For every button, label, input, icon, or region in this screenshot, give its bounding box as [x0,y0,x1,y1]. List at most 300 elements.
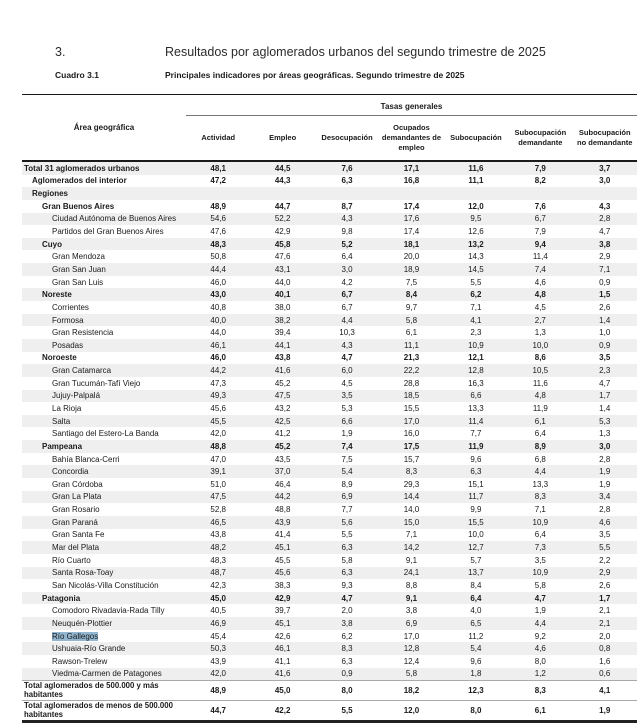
table-caption [22,70,643,80]
value-cell: 2,6 [599,302,611,312]
value-cell: 45,0 [210,593,226,603]
table-row [22,200,637,213]
row-label-text: Gran Santa Fe [52,530,105,540]
table-row [22,427,637,440]
value-cell: 8,4 [405,290,418,300]
value-cell: 6,2 [341,631,353,641]
value-cell: 2,8 [599,214,611,224]
value-cell: 48,9 [210,686,226,696]
value-cell: 12,7 [468,543,484,553]
value-cell: 6,4 [534,530,546,540]
value-cell: 6,4 [341,252,353,262]
value-cell: 6,7 [534,214,546,224]
row-label [22,467,186,476]
table-row [22,288,637,301]
value-cell: 7,6 [341,163,353,173]
table-row [22,440,637,453]
value-cell: 52,2 [274,214,291,224]
value-cell: 6,8 [534,454,546,464]
row-label-text: San Nicolás-Villa Constitución [52,580,159,590]
value-cell: 4,1 [470,315,482,325]
value-cell: 6,2 [470,290,482,300]
row-label [22,644,186,653]
table-row [22,213,637,226]
value-cell: 1,9 [341,429,353,439]
row-label-text: Concordia [52,467,89,477]
value-cell: 5,5 [341,706,353,716]
value-cell: 3,8 [341,618,353,628]
table-row [22,541,637,554]
value-cell: 21,3 [403,353,420,363]
value-cell: 22,2 [403,366,420,376]
row-label-text: Total aglomerados de menos de 500.000 habitantes [24,701,173,719]
table-row [22,529,637,542]
row-label-text: Ciudad Autónoma de Buenos Aires [52,214,177,224]
value-cell: 8,3 [534,686,546,696]
value-cell: 6,0 [341,366,353,376]
value-cell: 8,3 [405,467,418,477]
value-cell: 16,0 [403,429,420,439]
value-cell: 4,2 [341,277,353,287]
value-cell: 5,5 [470,277,482,287]
value-cell: 9,1 [405,593,418,603]
value-cell: 18,5 [403,391,420,401]
value-cell: 12,0 [468,201,484,211]
value-cell: 16,3 [468,378,484,388]
value-cell: 7,5 [405,277,418,287]
value-cell: 4,8 [534,391,546,401]
value-cell: 45,5 [210,416,226,426]
value-cell: 45,6 [210,403,226,413]
value-cell: 6,3 [470,467,482,477]
value-cell: 0,8 [599,644,611,654]
value-cell: 5,3 [599,416,611,426]
value-cell: 8,0 [470,706,482,716]
value-cell: 1,5 [599,290,611,300]
row-label-text: Partidos del Gran Buenos Aires [52,227,164,237]
value-cell: 46,4 [274,479,291,489]
value-cell: 4,8 [534,290,546,300]
row-label [22,619,186,628]
row-label [22,530,186,539]
value-cell: 1,4 [599,403,611,413]
value-cell: 40,1 [274,290,291,300]
row-label-text: Gran Resistencia [52,328,114,338]
value-cell: 6,3 [341,543,353,553]
table-row [22,592,637,605]
value-cell: 42,3 [210,580,226,590]
row-label-text: Río Cuarto [52,555,91,565]
row-label-text: Rawson-Trelew [52,656,108,666]
row-label-text: Gran San Luis [52,277,104,287]
value-cell: 13,7 [468,568,484,578]
row-label-text: Cuyo [42,239,62,249]
value-cell: 4,3 [341,340,353,350]
value-cell: 11,4 [532,252,548,262]
value-cell: 46,9 [210,618,226,628]
table-row [22,503,637,516]
value-cell: 18,9 [403,264,420,274]
row-label-text: Bahía Blanca-Cerri [52,454,120,464]
value-cell: 9,3 [341,580,353,590]
value-cell: 49,3 [210,391,226,401]
table-row [22,617,637,630]
value-cell: 9,4 [534,239,546,249]
row-label [22,240,186,249]
value-cell: 13,3 [468,403,484,413]
value-cell: 8,8 [405,580,418,590]
value-cell: 8,9 [341,479,353,489]
row-label-text: Comodoro Rivadavia-Rada Tilly [52,606,165,616]
value-cell: 13,3 [532,479,549,489]
row-label [22,214,186,223]
value-cell: 18,2 [403,686,420,696]
value-cell: 10,0 [468,530,484,540]
value-cell: 4,6 [534,644,546,654]
value-cell: 4,7 [599,227,611,237]
value-cell: 44,1 [274,340,291,350]
value-cell: 5,4 [470,644,482,654]
value-cell: 15,5 [403,403,420,413]
value-cell: 7,1 [405,530,418,540]
value-cell: 7,9 [534,163,546,173]
value-cell: 14,3 [468,252,484,262]
value-cell: 9,8 [341,227,353,237]
table-row [22,604,637,617]
value-cell: 2,6 [599,580,611,590]
value-cell: 1,0 [599,328,611,338]
value-cell: 0,9 [599,340,611,350]
value-cell: 37,0 [274,467,291,477]
row-label-text: La Rioja [52,403,82,413]
row-label [22,594,186,603]
value-cell: 47,5 [274,391,291,401]
value-cell: 14,5 [468,264,484,274]
row-label-text: Corrientes [52,302,89,312]
row-label [22,316,186,325]
row-label-text: Gran San Juan [52,264,106,274]
row-label [22,379,186,388]
section-number: 3. [55,45,66,59]
value-cell: 8,3 [341,644,353,654]
value-cell: 43,5 [274,454,291,464]
value-cell: 15,5 [468,517,484,527]
table-row [22,339,637,352]
row-label [22,429,186,438]
row-label [22,227,186,236]
row-label [22,492,186,501]
row-label [22,353,186,362]
row-label-text: Santa Rosa-Toay [52,568,114,578]
value-cell: 47,6 [210,227,226,237]
row-label [22,702,186,720]
table-row [22,276,637,289]
value-cell: 1,3 [599,429,611,439]
value-cell: 7,1 [470,302,482,312]
value-cell: 7,7 [470,429,482,439]
value-cell: 29,3 [403,479,420,489]
table-row [22,680,637,700]
value-cell: 1,8 [470,669,482,679]
value-cell: 18,1 [403,239,420,249]
value-cell: 43,9 [210,656,226,666]
value-cell: 2,3 [470,328,482,338]
value-cell: 42,6 [274,631,291,641]
row-label [22,581,186,590]
value-cell: 45,2 [274,441,291,451]
value-cell: 5,5 [341,530,353,540]
value-cell: 11,6 [532,378,548,388]
value-cell: 2,2 [599,555,611,565]
row-label-text: Total aglomerados de 500.000 y más habitantes [24,681,159,699]
table-row [22,465,637,478]
table-row [22,402,637,415]
row-label [22,606,186,615]
value-cell: 6,5 [470,618,482,628]
row-label [22,189,186,198]
value-cell: 4,7 [341,593,353,603]
table-row [22,655,637,668]
row-label [22,341,186,350]
row-label [22,303,186,312]
column-header: Empleo [269,133,297,143]
value-cell: 40,8 [210,302,226,312]
value-cell: 5,2 [341,239,353,249]
value-cell: 7,6 [534,201,546,211]
table-row [22,352,637,365]
section-title: Resultados por aglomerados urbanos del segundo trimestre de 2025 [165,45,546,59]
value-cell: 10,9 [532,517,549,527]
value-cell: 9,7 [405,302,418,312]
value-cell: 11,9 [468,441,484,451]
value-cell: 2,1 [599,618,611,628]
value-cell: 8,9 [534,441,546,451]
value-cell: 6,3 [341,656,353,666]
value-cell: 14,0 [403,505,420,515]
row-label-text: Neuquén-Plottier [52,618,113,628]
value-cell: 46,1 [210,340,226,350]
value-cell: 8,0 [534,656,546,666]
value-cell: 7,4 [534,264,546,274]
value-cell: 12,6 [468,227,484,237]
value-cell: 52,8 [210,505,226,515]
row-label-text: Mar del Plata [52,543,100,553]
value-cell: 9,2 [534,631,546,641]
value-cell: 1,6 [599,656,611,666]
value-cell: 4,4 [534,467,546,477]
value-cell: 16,8 [403,176,420,186]
table-row [22,415,637,428]
value-cell: 8,7 [341,201,353,211]
table-row [22,162,637,175]
row-label-text: Noroeste [42,353,77,363]
value-cell: 12,8 [468,366,484,376]
value-cell: 50,3 [210,644,226,654]
table-row [22,668,637,681]
row-label-text: Gran Tucumán-Tafí Viejo [52,378,141,388]
row-label [22,669,186,678]
value-cell: 9,9 [470,505,482,515]
value-cell: 44,5 [274,163,291,173]
value-cell: 17,4 [403,227,420,237]
value-cell: 42,0 [210,429,226,439]
table-row [22,364,637,377]
value-cell: 43,2 [274,403,291,413]
row-label [22,202,186,211]
value-cell: 48,7 [210,568,226,578]
table-row [22,377,637,390]
value-cell: 9,6 [470,454,482,464]
value-cell: 3,5 [599,530,611,540]
selected-text[interactable]: Río Gallegos [52,631,99,641]
row-label [22,417,186,426]
row-label [22,682,186,700]
table-row [22,453,637,466]
row-label [22,568,186,577]
value-cell: 2,9 [599,568,611,578]
row-label-text: Formosa [52,315,84,325]
value-cell: 4,1 [599,686,611,696]
value-cell: 41,2 [274,429,291,439]
value-cell: 6,9 [405,618,418,628]
value-cell: 6,4 [470,593,482,603]
value-cell: 5,8 [405,315,418,325]
row-label [22,505,186,514]
table-row [22,175,637,188]
table-title: Principales indicadores por áreas geográficas. Segundo trimestre de 2025 [165,70,465,80]
value-cell: 17,5 [403,441,420,451]
value-cell: 46,5 [210,517,226,527]
value-cell: 8,6 [534,353,546,363]
value-cell: 14,4 [403,492,420,502]
value-cell: 4,7 [341,353,353,363]
value-cell: 3,5 [341,391,353,401]
value-cell: 10,9 [468,340,484,350]
row-label [22,252,186,261]
table-row [22,567,637,580]
value-cell: 13,2 [468,239,484,249]
value-cell: 39,1 [210,467,226,477]
value-cell: 54,6 [210,214,226,224]
column-header: Subocupación demandante [514,128,567,147]
value-cell: 11,6 [468,163,484,173]
value-cell: 48,3 [210,555,226,565]
row-label-text: Gran Catamarca [52,366,112,376]
value-cell: 4,3 [599,201,611,211]
table-row [22,554,637,567]
row-label-text: Viedma-Carmen de Patagones [52,669,162,679]
value-cell: 17,0 [403,416,420,426]
value-cell: 38,3 [274,580,291,590]
value-cell: 4,7 [534,593,546,603]
value-cell: 43,9 [274,517,291,527]
row-label [22,391,186,400]
value-cell: 42,9 [274,593,291,603]
value-cell: 43,0 [210,290,226,300]
value-cell: 38,0 [274,302,291,312]
row-label [22,328,186,337]
value-cell: 7,5 [341,454,353,464]
value-cell: 3,0 [599,441,611,451]
value-cell: 11,9 [532,403,548,413]
value-cell: 42,2 [274,706,291,716]
value-cell: 1,2 [534,669,546,679]
value-cell: 15,0 [403,517,420,527]
table-row [22,225,637,238]
table-row [22,263,637,276]
indicators-table [22,94,637,723]
value-cell: 6,1 [534,416,546,426]
row-label [22,543,186,552]
value-cell: 12,3 [468,686,484,696]
value-cell: 46,1 [274,644,291,654]
value-cell: 39,7 [274,606,291,616]
row-label-text: Gran Rosario [52,505,100,515]
value-cell: 5,7 [470,555,482,565]
value-cell: 48,1 [210,163,226,173]
value-cell: 44,7 [210,706,226,716]
value-cell: 14,2 [403,543,420,553]
value-cell: 17,6 [403,214,420,224]
value-cell: 1,7 [599,593,611,603]
row-label [22,480,186,489]
value-cell: 11,7 [468,492,484,502]
value-cell: 2,8 [599,454,611,464]
value-cell: 44,0 [274,277,291,287]
row-label [22,366,186,375]
value-cell: 2,0 [599,631,611,641]
table-row [22,478,637,491]
value-cell: 1,3 [534,328,546,338]
value-cell: 1,9 [599,706,611,716]
value-cell: 48,3 [210,239,226,249]
value-cell: 8,0 [341,686,353,696]
value-cell: 20,0 [403,252,420,262]
value-cell: 8,3 [534,492,546,502]
value-cell: 51,0 [210,479,226,489]
value-cell: 3,0 [599,176,611,186]
value-cell: 43,8 [274,353,291,363]
value-cell: 46,0 [210,353,226,363]
value-cell: 8,4 [470,580,482,590]
value-cell: 4,5 [341,378,353,388]
value-cell: 12,0 [403,706,420,716]
value-cell: 47,6 [274,252,291,262]
value-cell: 12,1 [468,353,484,363]
value-cell: 4,4 [534,618,546,628]
value-cell: 45,8 [274,239,291,249]
value-cell: 12,8 [403,644,420,654]
value-cell: 5,5 [599,543,611,553]
table-header [22,94,637,162]
row-label-text: Gran Córdoba [52,479,103,489]
row-label-text: Posadas [52,340,84,350]
value-cell: 6,7 [341,302,353,312]
value-cell: 1,7 [599,391,611,401]
value-cell: 44,0 [210,328,226,338]
value-cell: 24,1 [403,568,420,578]
column-header: Subocupación no demandante [577,128,633,147]
value-cell: 47,3 [210,378,226,388]
row-label [22,164,186,173]
table-row [22,250,637,263]
value-cell: 7,1 [599,264,611,274]
value-cell: 15,7 [403,454,420,464]
value-cell: 43,8 [210,530,226,540]
value-cell: 7,1 [534,505,546,515]
value-cell: 48,9 [210,201,226,211]
table-row [22,326,637,339]
